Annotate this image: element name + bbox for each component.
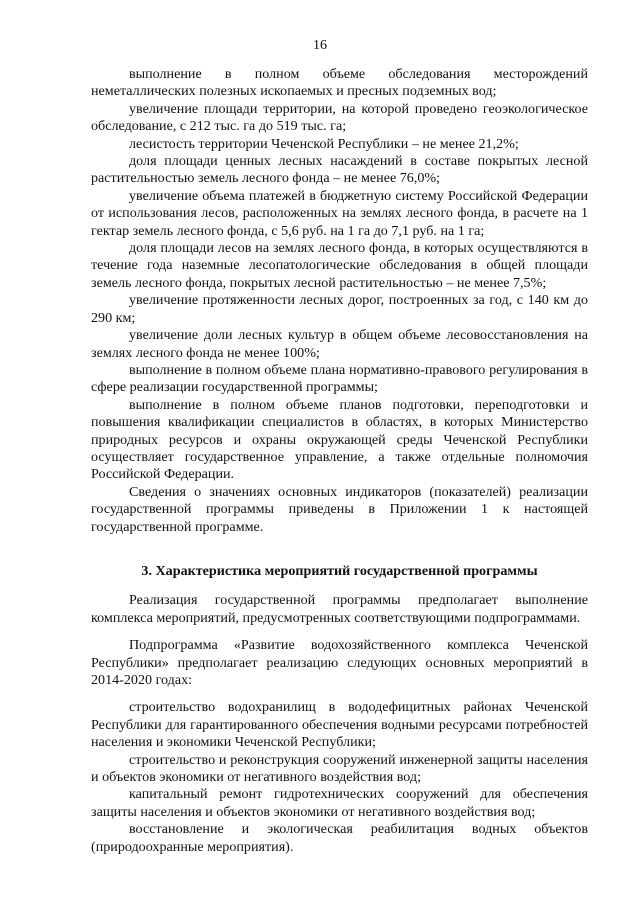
paragraph: восстановление и экологическая реабилитация водных объектов (природоохранные мероприятия).	[91, 821, 588, 855]
document-body	[91, 66, 588, 856]
paragraph: строительство и реконструкция сооружений инженерной защиты населения и объектов экономики от негативного воздействия вод;	[91, 751, 588, 786]
paragraph: выполнение в полном объеме плана нормативно-правового регулирования в сфере реализации государственной программы;	[91, 361, 588, 396]
paragraph: лесистость территории Чеченской Республики – не менее 21,2%;	[129, 135, 519, 152]
paragraph: Сведения о значениях основных индикаторов (показателей) реализации государственной программы приведены в Приложении 1 к настоящей государственной программе.	[91, 483, 588, 535]
paragraph-subprogram: Подпрограмма «Развитие водохозяйственного комплекса Чеченской Республики» предполагает реализацию следующих основных мероприятий в 2014-2020 годах:	[91, 637, 588, 688]
paragraph: увеличение объема платежей в бюджетную систему Российской Федерации от использования лесов, расположенных на землях лесного фонда, в расчете на 1 гектар земель лесного фонда, с 5,6 руб. на 1 га до 7,1 руб. на 1 га;	[91, 187, 588, 239]
paragraph: увеличение площади территории, на которой проведено геоэкологическое обследование, с 212 тыс. га до 519 тыс. га;	[91, 100, 588, 135]
paragraph: строительство водохранилищ в вододефицитных районах Чеченской Республики для гарантированного обеспечения водными ресурсами потребностей населения и экономики Чеченской Республики;	[91, 699, 588, 751]
paragraph: доля площади ценных лесных насаждений в составе покрытых лесной растительностью земель лесного фонда – не менее 76,0%;	[91, 153, 588, 187]
paragraph: доля площади лесов на землях лесного фонда, в которых осуществляются в течение года наземные лесопатологические обследования в общей площади земель лесного фонда, покрытых лесной растительностью – не менее 7,5%;	[91, 240, 588, 291]
paragraph: выполнение в полном объеме обследования месторождений неметаллических полезных ископаемых и пресных подземных вод;	[91, 66, 588, 100]
paragraph-intro: Реализация государственной программы предполагает выполнение комплекса мероприятий, предусмотренных соответствующими подпрограммами.	[91, 592, 588, 626]
paragraph: увеличение доли лесных культур в общем объеме лесовосстановления на землях лесного фонда не менее 100%;	[91, 327, 588, 361]
paragraph: выполнение в полном объеме планов подготовки, переподготовки и повышения квалификации специалистов в областях, в которых Министерство природных ресурсов и охраны окружающей среды Чеченской Республики осуществляет государственное управление, а также отдельные полномочия Российской Федерации.	[91, 396, 588, 483]
page-number: 16	[313, 38, 327, 53]
paragraph: увеличение протяженности лесных дорог, построенных за год, с 140 км до 290 км;	[91, 292, 588, 326]
section-heading: 3. Характеристика мероприятий государственной программы	[141, 562, 538, 579]
paragraph: капитальный ремонт гидротехнических сооружений для обеспечения защиты населения и объектов экономики от негативного воздействия вод;	[91, 786, 588, 820]
